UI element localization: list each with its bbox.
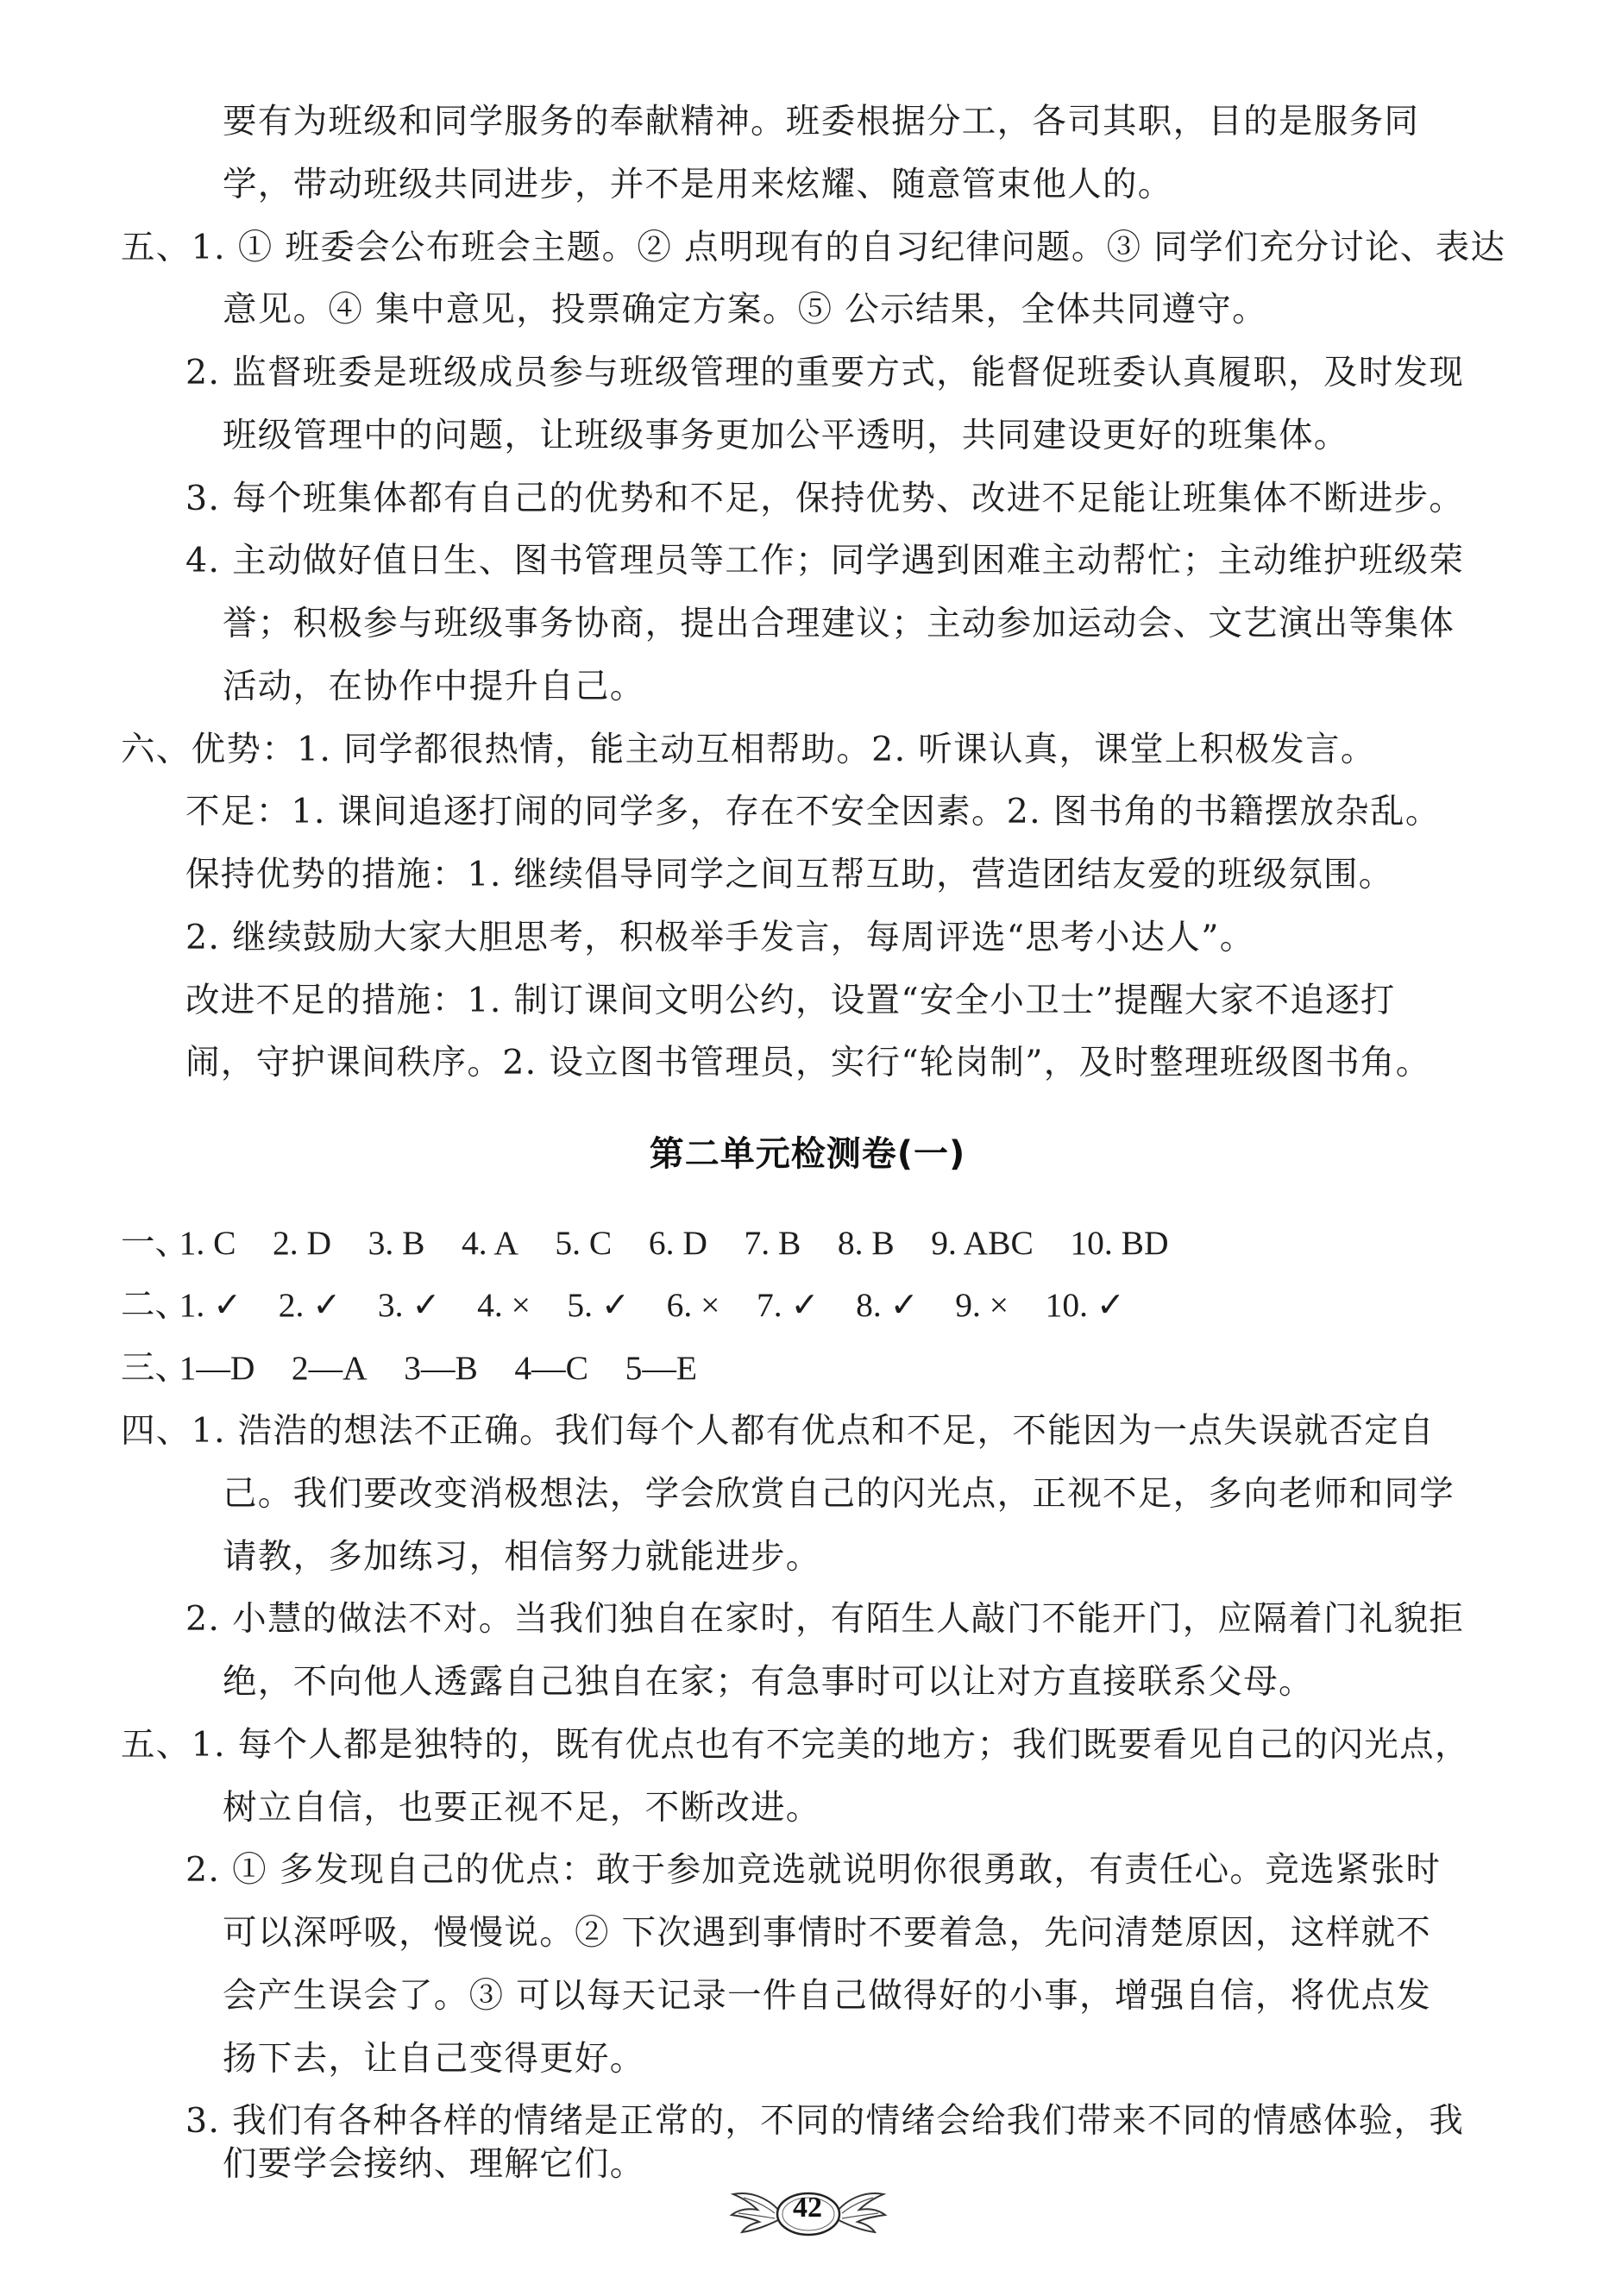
answer-item: 8. ✓ — [856, 1286, 919, 1324]
text-line: 己。我们要改变消极想法，学会欣赏自己的闪光点，正视不足，多向老师和同学 — [223, 1474, 1455, 1514]
text-line: 2. 监督班委是班级成员参与班级管理的重要方式，能督促班委认真履职，及时发现 — [185, 353, 1465, 392]
page-footer — [0, 2172, 1615, 2275]
text-line: 闹，守护课间秩序。2. 设立图书管理员，实行“轮岗制”，及时整理班级图书角。 — [185, 1043, 1431, 1082]
text-line: 们要学会接纳、理解它们。 — [223, 2144, 645, 2184]
answer-item: 1. C — [179, 1224, 236, 1262]
text-line: 可以深呼吸，慢慢说。② 下次遇到事情时不要着急，先问清楚原因，这样就不 — [223, 1913, 1432, 1953]
text-line: 意见。④ 集中意见，投票确定方案。⑤ 公示结果，全体共同遵守。 — [223, 290, 1267, 329]
answer-item: 5—E — [625, 1349, 697, 1387]
answer-item: 10. BD — [1070, 1224, 1169, 1262]
answer-item: 10. ✓ — [1045, 1286, 1125, 1324]
text-line: 誉；积极参与班级事务协商，提出合理建议；主动参加运动会、文艺演出等集体 — [223, 604, 1455, 643]
text-line: 会产生误会了。③ 可以每天记录一件自己做得好的小事，增强自信，将优点发 — [223, 1976, 1432, 2016]
text-line: 要有为班级和同学服务的奉献精神。班委根据分工，各司其职，目的是服务同 — [223, 102, 1420, 141]
answer-item: 4. A — [462, 1224, 518, 1262]
answer-row-choice — [121, 1223, 1195, 1263]
text-line: 活动，在协作中提升自己。 — [223, 667, 645, 706]
answer-item: 7. ✓ — [756, 1286, 820, 1324]
text-line: 4. 主动做好值日生、图书管理员等工作；同学遇到困难主动帮忙；主动维护班级荣 — [185, 541, 1465, 580]
question-label: 二、 — [121, 1285, 189, 1325]
answer-item: 3. B — [368, 1224, 425, 1262]
section-heading: 第二单元检测卷(一) — [649, 1134, 966, 1174]
text-line: 2. 继续鼓励大家大胆思考，积极举手发言，每周评选“思考小达人”。 — [185, 918, 1255, 957]
answer-item: 6. × — [666, 1286, 720, 1324]
answer-item: 2—A — [291, 1349, 368, 1387]
text-line: 班级管理中的问题，让班级事务更加公平透明，共同建设更好的班集体。 — [223, 416, 1349, 455]
text-line: 保持优势的措施：1. 继续倡导同学之间互帮互助，营造团结友爱的班级氛围。 — [185, 855, 1394, 894]
text-line: 扬下去，让自己变得更好。 — [223, 2039, 645, 2079]
page-number: 42 — [793, 2192, 822, 2224]
text-line: 请教，多加练习，相信努力就能进步。 — [223, 1537, 821, 1577]
text-line: 五、1. 每个人都是独特的，既有优点也有不完美的地方；我们既要看见自己的闪光点， — [121, 1725, 1470, 1765]
answer-row-matching — [121, 1348, 723, 1388]
answer-item: 5. ✓ — [567, 1286, 631, 1324]
text-line: 树立自信，也要正视不足，不断改进。 — [223, 1788, 821, 1828]
text-line: 五、1. ① 班委会公布班会主题。② 点明现有的自习纪律问题。③ 同学们充分讨论、表达 — [121, 228, 1506, 267]
answer-item: 7. B — [744, 1224, 801, 1262]
text-line: 四、1. 浩浩的想法不正确。我们每个人都有优点和不足，不能因为一点失误就否定自 — [121, 1411, 1435, 1451]
answer-item: 2. D — [272, 1224, 332, 1262]
answer-item: 1—D — [179, 1349, 255, 1387]
answer-item: 4—C — [514, 1349, 589, 1387]
question-label: 一、 — [121, 1223, 189, 1263]
answer-item: 1. ✓ — [179, 1286, 242, 1324]
text-line: 3. 每个班集体都有自己的优势和不足，保持优势、改进不足能让班集体不断进步。 — [185, 479, 1465, 518]
answer-row-judgement — [121, 1285, 1151, 1325]
answer-item: 6. D — [648, 1224, 707, 1262]
text-line: 2. ① 多发现自己的优点：敢于参加竞选就说明你很勇敢，有责任心。竞选紧张时 — [185, 1850, 1442, 1890]
answer-item: 3. ✓ — [377, 1286, 441, 1324]
answer-item: 9. ABC — [931, 1224, 1034, 1262]
question-label: 三、 — [121, 1348, 189, 1388]
answer-item: 5. C — [555, 1224, 613, 1262]
text-line: 2. 小慧的做法不对。当我们独自在家时，有陌生人敲门不能开门，应隔着门礼貌拒 — [185, 1599, 1465, 1639]
text-line: 六、优势：1. 同学都很热情，能主动互相帮助。2. 听课认真，课堂上积极发言。 — [121, 730, 1376, 769]
answer-item: 8. B — [837, 1224, 895, 1262]
answer-item: 4. × — [477, 1286, 531, 1324]
text-line: 3. 我们有各种各样的情绪是正常的，不同的情绪会给我们带来不同的情感体验，我 — [185, 2101, 1465, 2141]
answer-item: 2. ✓ — [278, 1286, 342, 1324]
text-line: 学，带动班级共同进步，并不是用来炫耀、随意管束他人的。 — [223, 165, 1173, 204]
text-line: 绝，不向他人透露自己独自在家；有急事时可以让对方直接联系父母。 — [223, 1662, 1314, 1702]
answer-item: 9. × — [955, 1286, 1009, 1324]
answer-item: 3—B — [404, 1349, 478, 1387]
text-line: 不足：1. 课间追逐打闹的同学多，存在不安全因素。2. 图书角的书籍摆放杂乱。 — [185, 792, 1441, 831]
text-line: 改进不足的措施：1. 制订课间文明公约，设置“安全小卫士”提醒大家不追逐打 — [185, 981, 1396, 1020]
